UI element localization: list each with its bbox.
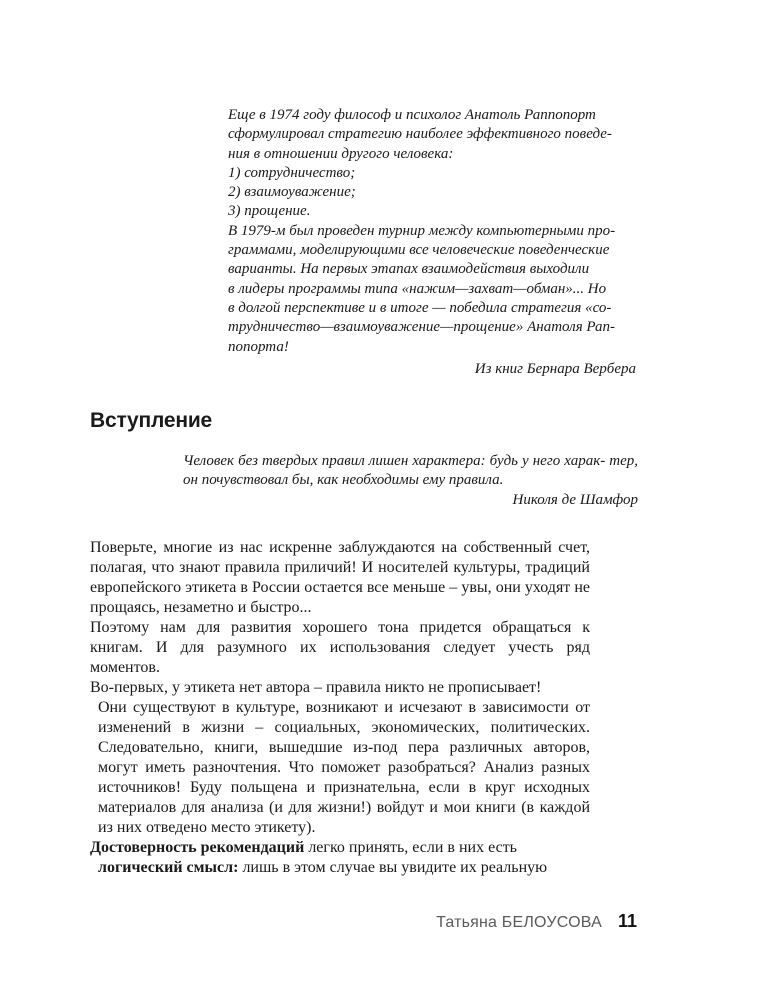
bold-term: логический смысл:: [98, 859, 239, 876]
epigraph-line: В 1979-м был проведен турнир между компьютерными про-: [228, 222, 616, 239]
epigraph-list-item: 1) сотрудничество;: [228, 164, 356, 181]
epigraph-line: Еще в 1974 году философ и психолог Анатоль Раппопорт: [228, 107, 596, 123]
epigraph-chamfort: [183, 452, 638, 510]
paragraph: Они существуют в культуре, возникают и исчезают в зависимости от изменений в жизни – социальных, экономических, политических. Следовательно, книги, вышедшие из-под пера различных авторов, могут иметь разночтения. Что поможет разобраться? Анализ разных источников! Буду польщена и признательна, если в круг исходных материалов для анализа (и для жизни!) войдут и мои книги (в каждой из них отведено место этикету).: [98, 699, 590, 836]
bold-term: Достоверность рекомендаций: [90, 839, 305, 856]
page-footer: [436, 911, 637, 932]
epigraph-list-item: 3) прощение.: [228, 203, 311, 220]
epigraph-line: в лидеры программы типа «нажим—захват—обман»... Но: [228, 280, 607, 297]
section-title: Вступление: [90, 409, 213, 432]
page-number: 11: [617, 911, 637, 931]
epigraph-line: трудничество—взаимоуважение—прощение» Анатоля Рап-: [228, 319, 616, 336]
paragraph-text: лишь в этом случае вы увидите их реальную: [238, 859, 548, 876]
epigraph-signature: Николя де Шамфор: [512, 491, 638, 508]
epigraph-line: в долгой перспективе и в итоге — победила стратегия «со-: [228, 299, 612, 316]
epigraph-list-item: 2) взаимоуважение;: [228, 184, 356, 201]
epigraph-line: сформулировал стратегию наиболее эффективного поведе-: [228, 126, 612, 143]
epigraph-line: ния в отношении другого человека:: [228, 145, 454, 162]
epigraph-signature: Из книг Бернара Вербера: [474, 360, 636, 377]
epigraph-line: тер, он почувствовал бы, как необходимы ему правила.: [183, 453, 639, 489]
epigraph-line: варианты. На первых этапах взаимодействия выходили: [228, 261, 590, 278]
epigraph-raffoport: [228, 106, 636, 379]
paragraph: [90, 838, 590, 878]
footer-author: Татьяна БЕЛОУСОВА: [436, 914, 602, 931]
paragraph-line: Во-первых, у этикета нет автора – правила никто не прописывает!: [90, 679, 542, 696]
paragraph-text: легко принять, если в них есть: [304, 839, 517, 856]
paragraph: Поверьте, многие из нас искренне заблуждаются на собственный счет, полагая, что знают правила приличий! И носителей культуры, традиций европейского этикета в России остается все меньше – увы, они уходят не прощаясь, незаметно и быстро...: [90, 539, 590, 616]
paragraph: Поэтому нам для развития хорошего тона придется обращаться к книгам. И для разумного их использования следует учесть ряд моментов.: [90, 619, 590, 676]
body-text: [90, 538, 590, 878]
epigraph-line: попорта!: [228, 338, 289, 355]
epigraph-line: Человек без твердых правил лишен характера: будь у него харак-: [183, 453, 606, 469]
epigraph-line: граммами, моделирующими все человеческие поведенческие: [228, 242, 610, 259]
indent-spacer: [90, 859, 98, 876]
